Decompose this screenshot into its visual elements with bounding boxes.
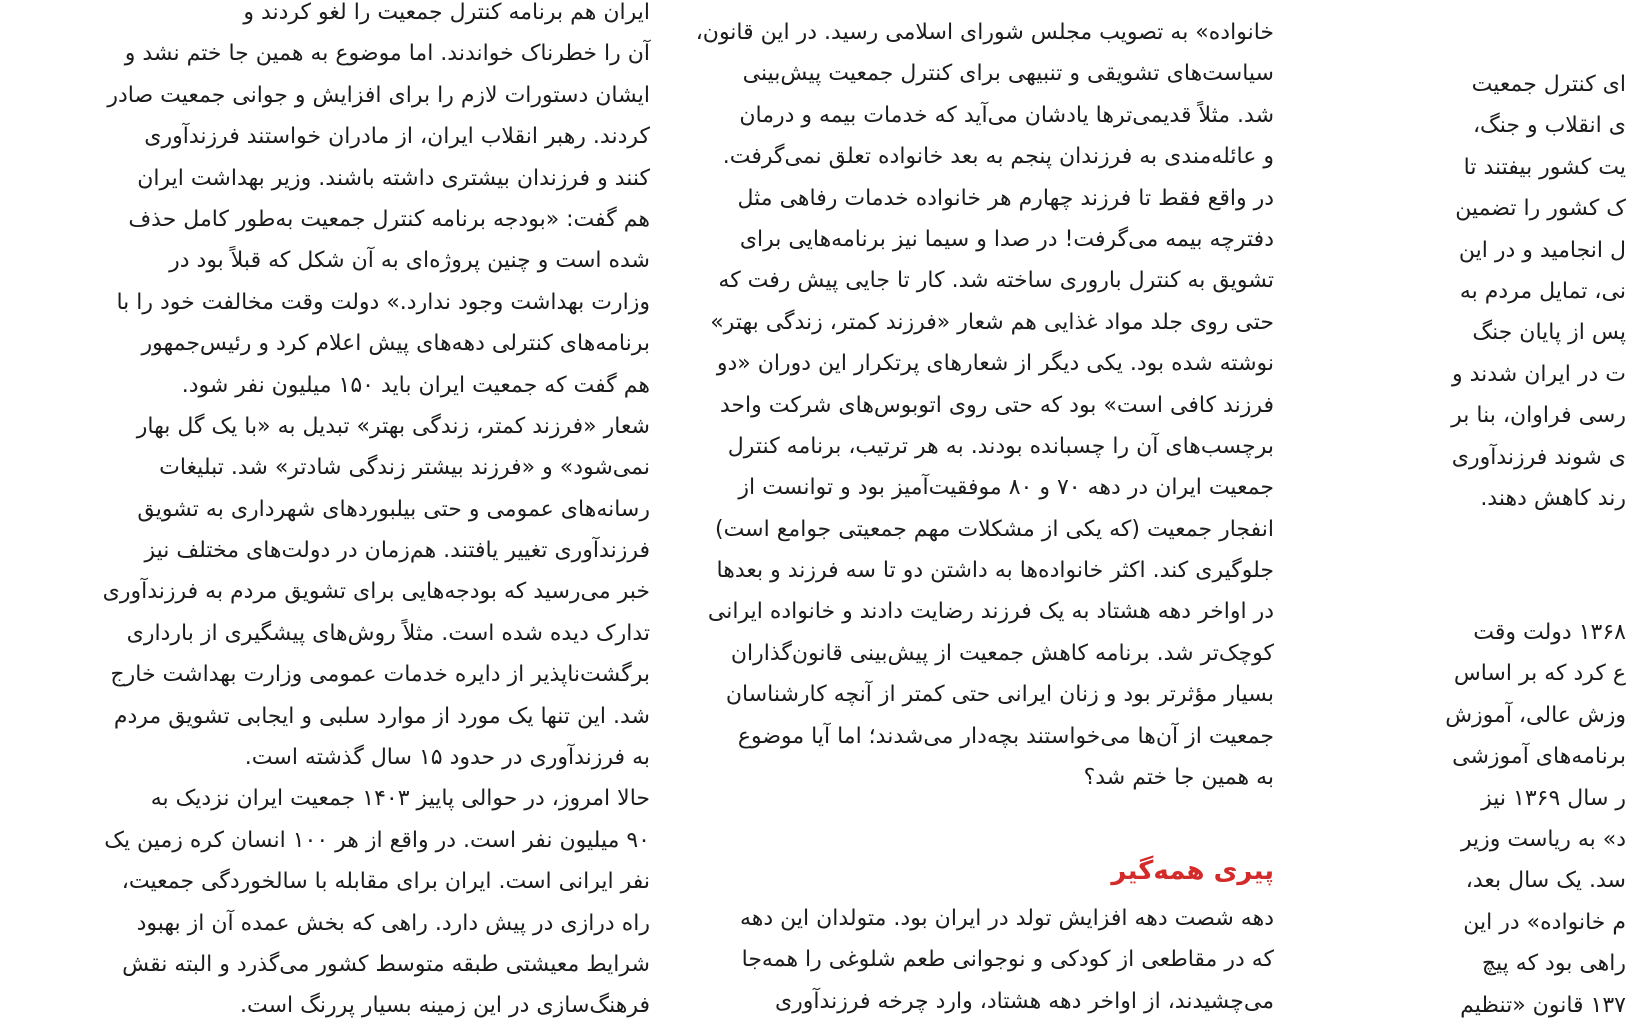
text-line: ع کرد که بر اساس	[1453, 661, 1626, 687]
text-line: شد. این تنها یک مورد از موارد سلبی و ایجابی تشویق مردم	[113, 703, 650, 729]
text-line: ر سال ۱۳۶۹ نیز	[1481, 785, 1626, 811]
text-line: برنامه‌های کنترلی دهه‌های پیش اعلام کرد و رئیس‌جمهور	[141, 331, 650, 357]
text-line: راه درازی در پیش دارد. راهی که بخش عمده آن از بهبود	[136, 910, 650, 936]
text-line: م خانواده» در این	[1463, 909, 1626, 935]
text-line: نوشته شده بود. یکی دیگر از شعارهای پرتکرار این دوران «دو	[716, 351, 1274, 377]
text-line: فرزندآوری تغییر یافتند. هم‌زمان در دولت‌های مختلف نیز	[144, 538, 650, 564]
text-line: ۹۰ میلیون نفر است. در واقع از هر ۱۰۰ انسان کره زمین یک	[104, 827, 650, 853]
text-line: د» به ریاست وزیر	[1460, 826, 1626, 852]
text-line: کنند و فرزندان بیشتری داشته باشند. وزیر بهداشت ایران	[137, 165, 650, 191]
text-line: حالا امروز، در حوالی پاییز ۱۴۰۳ جمعیت ایران نزدیک به	[150, 786, 650, 812]
text-line: خانواده» به تصویب مجلس شورای اسلامی رسید. در این قانون،	[695, 20, 1274, 45]
text-line: خبر می‌رسید که بودجه‌هایی برای تشویق مردم به فرزندآوری	[102, 579, 650, 605]
text-line: ل انجامید و در این	[1458, 237, 1626, 263]
article-column-middle	[695, 12, 1274, 798]
text-line: بسیار مؤثرتر بود و زنان ایرانی حتی کمتر از آنچه کارشناسان	[725, 682, 1274, 708]
text-line: ایران هم برنامه کنترل جمعیت را لغو کردند و	[243, 0, 650, 25]
text-line: فرهنگ‌سازی در این زمینه بسیار پررنگ است.	[240, 993, 650, 1019]
text-line: رسی فراوان، بنا بر	[1451, 403, 1626, 429]
text-line: سد. یک سال بعد،	[1465, 868, 1626, 894]
text-line: انفجار جمعیت (که یکی از مشکلات مهم جمعیتی جوامع است)	[714, 516, 1274, 542]
text-line: هم گفت: «بودجه برنامه کنترل جمعیت به‌طور کامل حذف	[128, 206, 650, 232]
text-line: وزش عالی، آموزش	[1445, 702, 1626, 728]
text-line: جمعیت ایران در دهه ۷۰ و ۸۰ موفقیت‌آمیز بود و توانست از	[738, 475, 1274, 501]
text-line: آن را خطرناک خواندند. اما موضوع به همین جا ختم نشد و	[124, 41, 650, 67]
text-line: ۱۳۶۸ دولت وقت	[1473, 620, 1626, 645]
text-line: دفترچه بیمه می‌گرفت! در صدا و سیما نیز برنامه‌هایی برای	[739, 226, 1274, 252]
article-column-right-bottom	[1326, 612, 1626, 1026]
text-line: و عائله‌مندی به فرزندان پنجم به بعد خانواده تعلق نمی‌گرفت.	[722, 144, 1274, 170]
article-column-right-top	[1326, 64, 1626, 519]
text-line: جمعیت از آن‌ها می‌خواستند بچه‌دار می‌شدند؛ اما آیا موضوع	[737, 723, 1274, 749]
article-column-left	[78, 0, 650, 1027]
text-line: رسانه‌های عمومی و حتی بیلبوردهای شهرداری به تشویق	[137, 496, 650, 522]
text-line: ۱۳۷ قانون «تنظیم	[1460, 992, 1626, 1018]
text-line: تشویق به کنترل باروری ساخته شد. کار تا جایی پیش رفت که	[718, 268, 1274, 294]
text-line: ی انقلاب و جنگ،	[1472, 113, 1626, 139]
text-line: هم گفت که جمعیت ایران باید ۱۵۰ میلیون نفر شود.	[181, 372, 650, 398]
text-line: تدارک دیده شده است. مثلاً روش‌های پیشگیری از بارداری	[126, 620, 650, 646]
text-line: برگشت‌ناپذیر از دایره خدمات عمومی وزارت بهداشت خارج	[110, 662, 650, 688]
text-line: شد. مثلاً قدیمی‌ترها یادشان می‌آید که خدمات بیمه و درمان	[739, 102, 1274, 128]
text-line: به همین جا ختم شد؟	[1083, 765, 1274, 791]
text-line: ک کشور را تضمین	[1455, 196, 1626, 222]
text-line: برچسب‌های آن را چسبانده بودند. به هر ترتیب، برنامه کنترل	[727, 433, 1274, 459]
text-line: ایشان دستورات لازم را برای افزایش و جوانی جمعیت صادر	[107, 82, 650, 108]
text-line: به فرزندآوری در حدود ۱۵ سال گذشته است.	[244, 745, 650, 771]
text-line: نمی‌شود» و «فرزند بیشتر زندگی شادتر» شد. تبلیغات	[159, 455, 650, 481]
text-line: می‌چشیدند، از اواخر دهه هشتاد، وارد چرخه فرزندآوری	[774, 988, 1274, 1014]
text-line: دهه شصت دهه افزایش تولد در ایران بود. متولدان این دهه	[739, 906, 1274, 931]
text-line: که در مقاطعی از کودکی و نوجوانی طعم شلوغی را همه‌جا	[741, 947, 1274, 973]
text-line: شرایط معیشتی طبقه متوسط کشور می‌گذرد و البته نقش	[122, 951, 650, 977]
article-column-middle-continued	[700, 898, 1274, 1022]
text-line: ای کنترل جمعیت	[1471, 72, 1626, 97]
text-line: حتی روی جلد مواد غذایی هم شعار «فرزند کمتر، زندگی بهتر»	[710, 309, 1274, 335]
text-line: سیاست‌های تشویقی و تنبیهی برای کنترل جمعیت پیش‌بینی	[742, 61, 1274, 87]
text-line: یت کشور بیفتند تا	[1463, 154, 1626, 180]
text-line: کردند. رهبر انقلاب ایران، از مادران خواستند فرزندآوری	[144, 124, 650, 150]
text-line: نفر ایرانی است. ایران برای مقابله با سالخوردگی جمعیت،	[121, 869, 650, 895]
section-subheading: پیری همه‌گیر	[1111, 856, 1274, 886]
text-line: برنامه‌های آموزشی	[1452, 744, 1626, 770]
text-line: شعار «فرزند کمتر، زندگی بهتر» تبدیل به «با یک گل بهار	[136, 413, 650, 439]
text-line: رند کاهش دهند.	[1480, 485, 1626, 511]
text-line: کوچک‌تر شد. برنامه کاهش جمعیت از پیش‌بینی قانون‌گذاران	[730, 640, 1274, 666]
text-line: راهی بود که پیچ	[1481, 951, 1626, 977]
text-line: وزارت بهداشت وجود ندارد.» دولت وقت مخالفت خود را با	[116, 289, 650, 315]
text-line: ت در ایران شدند و	[1451, 361, 1626, 387]
text-line: پس از پایان جنگ	[1472, 320, 1626, 346]
text-line: در اواخر دهه هشتاد به یک فرزند رضایت دادند و خانواده ایرانی	[707, 599, 1274, 625]
text-line: جلوگیری کند. اکثر خانواده‌ها به داشتن دو تا سه فرزند و بعدها	[716, 558, 1274, 584]
text-line: در واقع فقط تا فرزند چهارم هر خانواده خدمات رفاهی مثل	[737, 185, 1274, 211]
text-line: شده است و چنین پروژه‌ای به آن شکل که قبلاً بود در	[169, 248, 650, 274]
text-line: فرزند کافی است» بود که حتی روی اتوبوس‌های شرکت واحد	[719, 392, 1274, 418]
text-line: نی، تمایل مردم به	[1459, 278, 1626, 304]
text-line: ی شوند فرزندآوری	[1451, 444, 1626, 470]
